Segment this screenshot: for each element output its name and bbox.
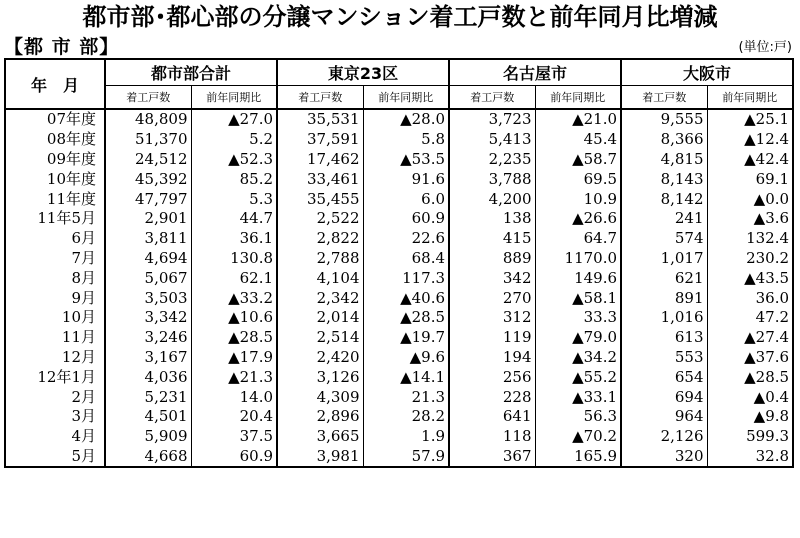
cell-starts: 367 xyxy=(449,447,535,468)
table-row xyxy=(5,109,793,130)
cell-starts: 342 xyxy=(449,268,535,288)
cell-starts: 3,246 xyxy=(105,328,191,348)
table-row xyxy=(5,427,793,447)
cell-starts: 2,901 xyxy=(105,209,191,229)
period-header: 年 月 xyxy=(5,59,105,109)
table-row xyxy=(5,209,793,229)
city-header-nagoya: 名古屋市 xyxy=(449,59,621,86)
city-header-toshibu: 都市部合計 xyxy=(105,59,277,86)
cell-yoy: ▲14.1 xyxy=(363,367,449,387)
row-period: 12月 xyxy=(5,348,105,368)
cell-yoy: ▲10.6 xyxy=(191,308,277,328)
cell-starts: 8,143 xyxy=(621,169,707,189)
cell-starts: 4,309 xyxy=(277,387,363,407)
cell-starts: 17,462 xyxy=(277,150,363,170)
cell-yoy: 20.4 xyxy=(191,407,277,427)
cell-starts: 2,014 xyxy=(277,308,363,328)
cell-starts: 3,811 xyxy=(105,229,191,249)
cell-starts: 320 xyxy=(621,447,707,468)
cell-yoy: 14.0 xyxy=(191,387,277,407)
cell-starts: 694 xyxy=(621,387,707,407)
cell-starts: 3,126 xyxy=(277,367,363,387)
cell-starts: 194 xyxy=(449,348,535,368)
cell-yoy: ▲21.0 xyxy=(535,109,621,130)
cell-yoy: ▲53.5 xyxy=(363,150,449,170)
cell-starts: 5,067 xyxy=(105,268,191,288)
cell-yoy: 69.5 xyxy=(535,169,621,189)
cell-starts: 3,342 xyxy=(105,308,191,328)
cell-starts: 3,981 xyxy=(277,447,363,468)
cell-yoy: ▲21.3 xyxy=(191,367,277,387)
cell-starts: 4,104 xyxy=(277,268,363,288)
cell-starts: 35,455 xyxy=(277,189,363,209)
cell-yoy: ▲25.1 xyxy=(707,109,793,130)
table-row xyxy=(5,229,793,249)
cell-starts: 2,126 xyxy=(621,427,707,447)
cell-yoy: ▲28.0 xyxy=(363,109,449,130)
city-header-tokyo23: 東京23区 xyxy=(277,59,449,86)
cell-yoy: ▲33.1 xyxy=(535,387,621,407)
row-period: 11年度 xyxy=(5,189,105,209)
cell-starts: 118 xyxy=(449,427,535,447)
cell-starts: 613 xyxy=(621,328,707,348)
cell-yoy: ▲79.0 xyxy=(535,328,621,348)
row-period: 2月 xyxy=(5,387,105,407)
cell-starts: 2,896 xyxy=(277,407,363,427)
cell-starts: 228 xyxy=(449,387,535,407)
row-period: 08年度 xyxy=(5,130,105,150)
cell-yoy: 37.5 xyxy=(191,427,277,447)
cell-starts: 4,815 xyxy=(621,150,707,170)
row-period: 09年度 xyxy=(5,150,105,170)
subheader-yoy: 前年同期比 xyxy=(191,86,277,110)
table-row xyxy=(5,387,793,407)
cell-starts: 891 xyxy=(621,288,707,308)
table-row xyxy=(5,308,793,328)
cell-yoy: ▲9.6 xyxy=(363,348,449,368)
cell-yoy: 22.6 xyxy=(363,229,449,249)
cell-yoy: 165.9 xyxy=(535,447,621,468)
cell-yoy: 149.6 xyxy=(535,268,621,288)
cell-starts: 45,392 xyxy=(105,169,191,189)
row-period: 4月 xyxy=(5,427,105,447)
cell-starts: 119 xyxy=(449,328,535,348)
subheader-yoy: 前年同期比 xyxy=(535,86,621,110)
cell-starts: 2,342 xyxy=(277,288,363,308)
cell-starts: 3,723 xyxy=(449,109,535,130)
cell-starts: 9,555 xyxy=(621,109,707,130)
cell-starts: 2,822 xyxy=(277,229,363,249)
cell-starts: 2,235 xyxy=(449,150,535,170)
cell-yoy: ▲33.2 xyxy=(191,288,277,308)
cell-starts: 24,512 xyxy=(105,150,191,170)
subheader-starts: 着工戸数 xyxy=(277,86,363,110)
cell-starts: 1,017 xyxy=(621,249,707,269)
table-row xyxy=(5,169,793,189)
cell-yoy: ▲42.4 xyxy=(707,150,793,170)
subheader-starts: 着工戸数 xyxy=(449,86,535,110)
row-period: 7月 xyxy=(5,249,105,269)
cell-yoy: 68.4 xyxy=(363,249,449,269)
cell-yoy: 36.0 xyxy=(707,288,793,308)
cell-starts: 3,665 xyxy=(277,427,363,447)
cell-starts: 5,231 xyxy=(105,387,191,407)
cell-yoy: 69.1 xyxy=(707,169,793,189)
cell-yoy: 60.9 xyxy=(191,447,277,468)
cell-yoy: ▲9.8 xyxy=(707,407,793,427)
table-row xyxy=(5,407,793,427)
cell-yoy: 10.9 xyxy=(535,189,621,209)
cell-yoy: ▲52.3 xyxy=(191,150,277,170)
row-period: 10月 xyxy=(5,308,105,328)
subheader-starts: 着工戸数 xyxy=(105,86,191,110)
cell-yoy: 62.1 xyxy=(191,268,277,288)
cell-starts: 641 xyxy=(449,407,535,427)
cell-starts: 964 xyxy=(621,407,707,427)
cell-yoy: ▲70.2 xyxy=(535,427,621,447)
cell-yoy: 57.9 xyxy=(363,447,449,468)
cell-yoy: ▲58.7 xyxy=(535,150,621,170)
cell-starts: 2,420 xyxy=(277,348,363,368)
cell-yoy: 5.2 xyxy=(191,130,277,150)
cell-starts: 4,036 xyxy=(105,367,191,387)
cell-yoy: ▲19.7 xyxy=(363,328,449,348)
row-period: 11月 xyxy=(5,328,105,348)
cell-starts: 2,514 xyxy=(277,328,363,348)
cell-starts: 4,694 xyxy=(105,249,191,269)
cell-yoy: 33.3 xyxy=(535,308,621,328)
cell-starts: 256 xyxy=(449,367,535,387)
cell-starts: 574 xyxy=(621,229,707,249)
cell-starts: 654 xyxy=(621,367,707,387)
cell-starts: 889 xyxy=(449,249,535,269)
cell-starts: 48,809 xyxy=(105,109,191,130)
cell-starts: 5,909 xyxy=(105,427,191,447)
cell-yoy: 5.3 xyxy=(191,189,277,209)
subheader-yoy: 前年同期比 xyxy=(707,86,793,110)
table-row xyxy=(5,288,793,308)
subheader-starts: 着工戸数 xyxy=(621,86,707,110)
section-label: 【都 市 部】 xyxy=(4,36,120,58)
row-period: 12年1月 xyxy=(5,367,105,387)
cell-yoy: 1.9 xyxy=(363,427,449,447)
cell-starts: 553 xyxy=(621,348,707,368)
cell-yoy: ▲0.0 xyxy=(707,189,793,209)
unit-label: (単位:戸) xyxy=(738,40,792,55)
cell-starts: 415 xyxy=(449,229,535,249)
cell-yoy: 117.3 xyxy=(363,268,449,288)
cell-starts: 312 xyxy=(449,308,535,328)
table-row xyxy=(5,447,793,468)
table-row xyxy=(5,130,793,150)
cell-yoy: 130.8 xyxy=(191,249,277,269)
cell-starts: 1,016 xyxy=(621,308,707,328)
cell-starts: 37,591 xyxy=(277,130,363,150)
cell-starts: 33,461 xyxy=(277,169,363,189)
cell-starts: 5,413 xyxy=(449,130,535,150)
table-row xyxy=(5,367,793,387)
table-row xyxy=(5,348,793,368)
cell-starts: 241 xyxy=(621,209,707,229)
cell-yoy: 56.3 xyxy=(535,407,621,427)
cell-yoy: ▲58.1 xyxy=(535,288,621,308)
cell-starts: 3,788 xyxy=(449,169,535,189)
row-period: 6月 xyxy=(5,229,105,249)
cell-starts: 47,797 xyxy=(105,189,191,209)
cell-yoy: 47.2 xyxy=(707,308,793,328)
cell-yoy: ▲55.2 xyxy=(535,367,621,387)
cell-yoy: ▲3.6 xyxy=(707,209,793,229)
cell-yoy: ▲17.9 xyxy=(191,348,277,368)
cell-yoy: 599.3 xyxy=(707,427,793,447)
cell-starts: 3,503 xyxy=(105,288,191,308)
cell-yoy: 32.8 xyxy=(707,447,793,468)
cell-yoy: 91.6 xyxy=(363,169,449,189)
cell-yoy: 60.9 xyxy=(363,209,449,229)
housing-starts-table xyxy=(4,58,794,468)
table-row xyxy=(5,328,793,348)
cell-yoy: 85.2 xyxy=(191,169,277,189)
cell-starts: 35,531 xyxy=(277,109,363,130)
cell-yoy: 132.4 xyxy=(707,229,793,249)
cell-starts: 270 xyxy=(449,288,535,308)
cell-yoy: ▲37.6 xyxy=(707,348,793,368)
cell-starts: 2,522 xyxy=(277,209,363,229)
cell-starts: 51,370 xyxy=(105,130,191,150)
cell-yoy: ▲27.4 xyxy=(707,328,793,348)
city-header-osaka: 大阪市 xyxy=(621,59,793,86)
cell-yoy: 28.2 xyxy=(363,407,449,427)
cell-starts: 3,167 xyxy=(105,348,191,368)
cell-yoy: ▲26.6 xyxy=(535,209,621,229)
row-period: 11年5月 xyxy=(5,209,105,229)
cell-yoy: 1170.0 xyxy=(535,249,621,269)
cell-yoy: 36.1 xyxy=(191,229,277,249)
cell-yoy: ▲0.4 xyxy=(707,387,793,407)
table-row xyxy=(5,189,793,209)
cell-yoy: 45.4 xyxy=(535,130,621,150)
cell-yoy: ▲12.4 xyxy=(707,130,793,150)
cell-starts: 621 xyxy=(621,268,707,288)
cell-yoy: ▲40.6 xyxy=(363,288,449,308)
table-row xyxy=(5,268,793,288)
row-period: 8月 xyxy=(5,268,105,288)
subheader-yoy: 前年同期比 xyxy=(363,86,449,110)
table-body xyxy=(5,109,793,467)
row-period: 10年度 xyxy=(5,169,105,189)
cell-starts: 8,142 xyxy=(621,189,707,209)
row-period: 07年度 xyxy=(5,109,105,130)
cell-yoy: 5.8 xyxy=(363,130,449,150)
row-period: 9月 xyxy=(5,288,105,308)
cell-starts: 138 xyxy=(449,209,535,229)
cell-yoy: ▲28.5 xyxy=(191,328,277,348)
cell-yoy: 230.2 xyxy=(707,249,793,269)
row-period: 5月 xyxy=(5,447,105,468)
cell-yoy: ▲34.2 xyxy=(535,348,621,368)
cell-yoy: 44.7 xyxy=(191,209,277,229)
cell-starts: 4,668 xyxy=(105,447,191,468)
cell-starts: 2,788 xyxy=(277,249,363,269)
cell-starts: 4,200 xyxy=(449,189,535,209)
page-title: 都市部･都心部の分譲マンション着工戸数と前年同月比増減 xyxy=(82,3,718,31)
cell-yoy: ▲27.0 xyxy=(191,109,277,130)
table-row xyxy=(5,249,793,269)
cell-yoy: 6.0 xyxy=(363,189,449,209)
cell-yoy: ▲28.5 xyxy=(707,367,793,387)
cell-yoy: ▲43.5 xyxy=(707,268,793,288)
cell-yoy: ▲28.5 xyxy=(363,308,449,328)
table-row xyxy=(5,150,793,170)
row-period: 3月 xyxy=(5,407,105,427)
cell-yoy: 21.3 xyxy=(363,387,449,407)
cell-starts: 4,501 xyxy=(105,407,191,427)
cell-starts: 8,366 xyxy=(621,130,707,150)
cell-yoy: 64.7 xyxy=(535,229,621,249)
